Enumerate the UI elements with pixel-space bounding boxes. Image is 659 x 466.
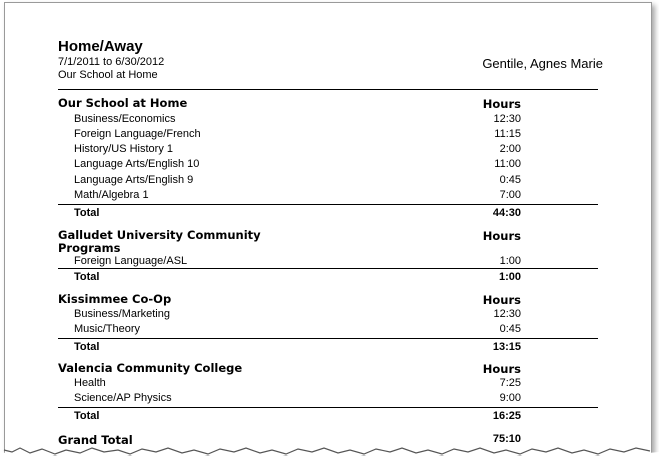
course-label: Science/AP Physics [74, 392, 172, 404]
course-hours: 9:00 [499, 392, 521, 404]
course-label: Foreign Language/French [74, 128, 201, 140]
total-rule [58, 204, 598, 205]
total-label: Total [74, 341, 100, 353]
course-label: Language Arts/English 10 [74, 158, 200, 170]
torn-edge [0, 444, 659, 466]
header-rule [58, 89, 598, 90]
hours-header: Hours [482, 293, 521, 307]
course-hours: 11:15 [494, 128, 521, 140]
course-hours: 1:00 [499, 255, 521, 267]
course-label: Health [74, 377, 106, 389]
course-label: Business/Marketing [74, 308, 170, 320]
total-label: Total [74, 410, 100, 422]
total-label: Total [74, 207, 100, 219]
report-title: Home/Away [58, 38, 143, 55]
total-rule [58, 268, 598, 269]
course-hours: 7:25 [499, 377, 521, 389]
course-hours: 0:45 [499, 323, 521, 335]
hours-header: Hours [482, 229, 521, 243]
course-label: Foreign Language/ASL [74, 255, 188, 267]
course-label: Language Arts/English 9 [74, 174, 194, 186]
course-label: Music/Theory [74, 323, 141, 335]
total-value: 44:30 [492, 207, 521, 219]
course-hours: 12:30 [493, 113, 521, 125]
total-rule [58, 407, 598, 408]
course-label: Business/Economics [74, 113, 176, 125]
course-label: History/US History 1 [74, 143, 174, 155]
student-name: Gentile, Agnes Marie [482, 56, 603, 71]
school-name: Our School at Home [58, 69, 158, 81]
hours-header: Hours [482, 362, 521, 376]
total-rule [58, 338, 598, 339]
course-hours: 11:00 [494, 158, 521, 170]
section-title: Valencia Community College [58, 361, 243, 375]
section-title: Our School at Home [58, 96, 188, 110]
grand-total-label: Grand Total [58, 433, 133, 447]
section-title: Kissimmee Co-Op [58, 292, 172, 306]
course-label: Math/Algebra 1 [74, 189, 149, 201]
date-range: 7/1/2011 to 6/30/2012 [58, 56, 165, 68]
grand-total-value: 75:10 [492, 433, 521, 445]
course-hours: 0:45 [499, 174, 521, 186]
total-value: 16:25 [492, 410, 521, 422]
section-title: Galludet University Community Programs [58, 228, 261, 255]
hours-header: Hours [482, 97, 521, 111]
total-value: 13:15 [492, 341, 521, 353]
course-hours: 12:30 [493, 308, 521, 320]
course-hours: 7:00 [499, 189, 521, 201]
course-hours: 2:00 [499, 143, 521, 155]
total-value: 1:00 [498, 271, 521, 283]
total-label: Total [74, 271, 100, 283]
